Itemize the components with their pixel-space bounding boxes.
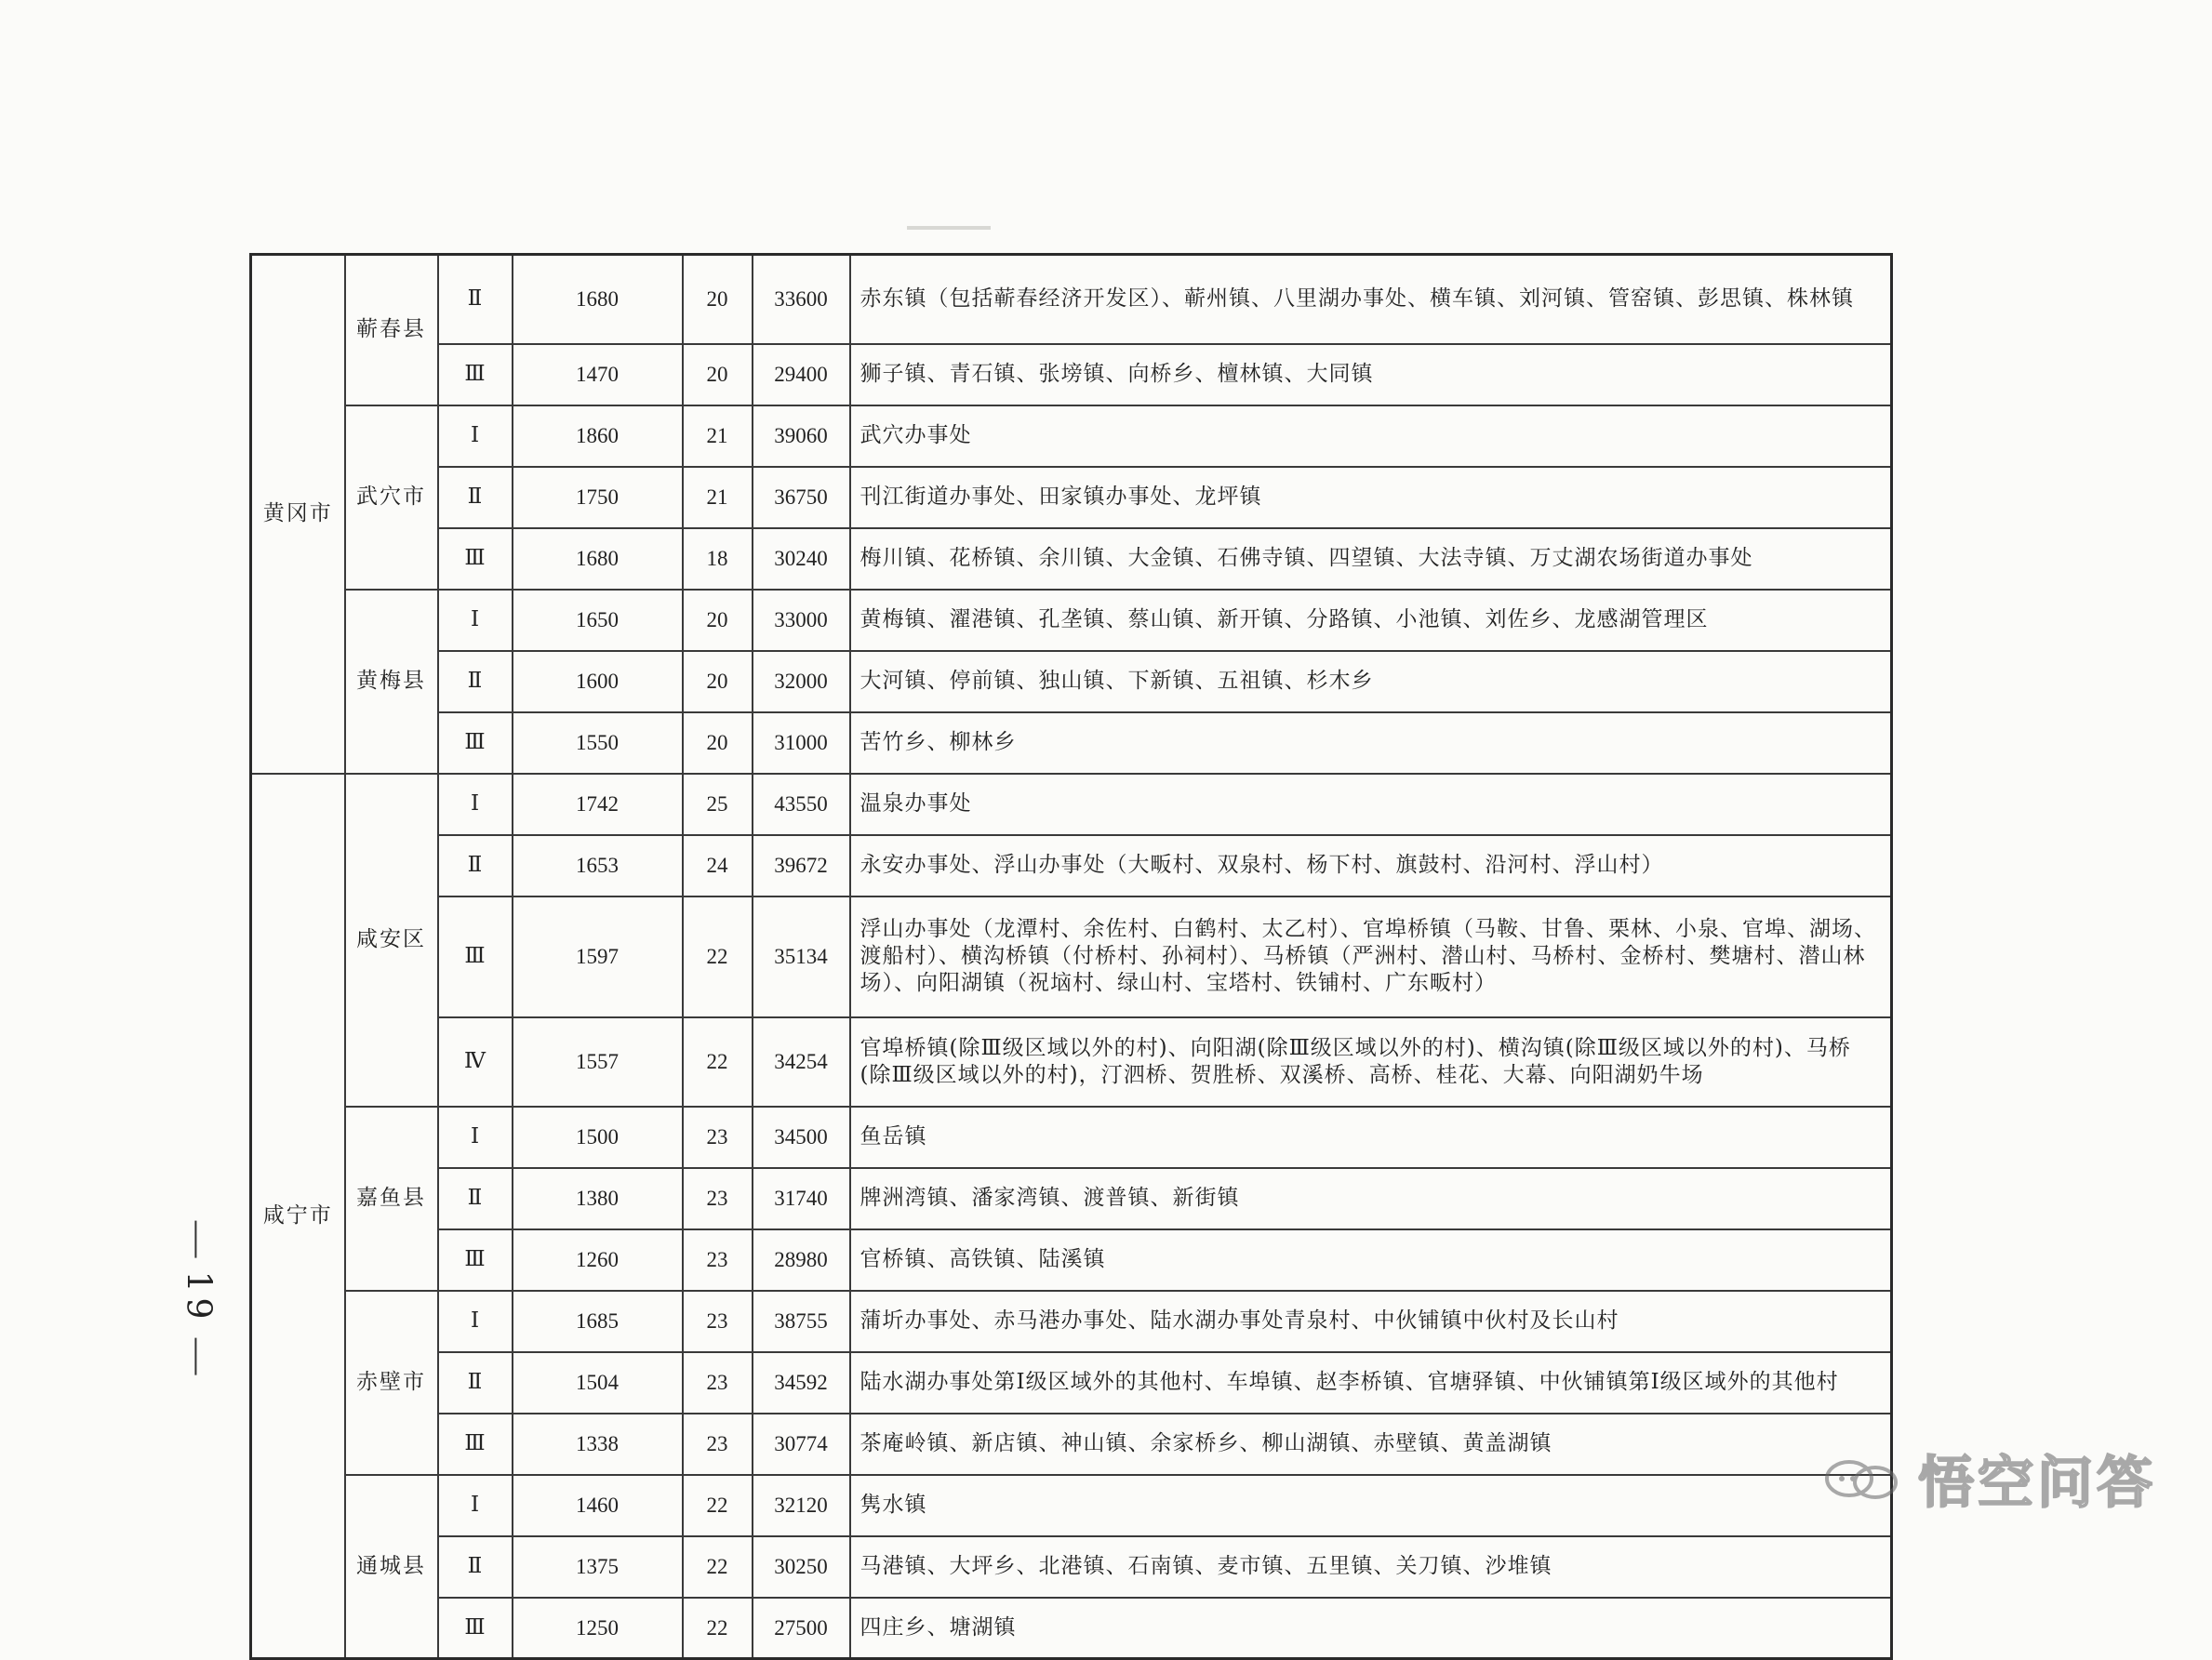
multiplier-cell: 22 <box>683 1598 753 1659</box>
watermark <box>1821 1437 2156 1521</box>
level-cell: Ⅲ <box>438 1598 513 1659</box>
total-cell: 31000 <box>753 712 850 774</box>
multiplier-cell: 23 <box>683 1229 753 1291</box>
county-cell: 武穴市 <box>345 405 438 590</box>
multiplier-cell: 23 <box>683 1352 753 1414</box>
city-cell: 黄冈市 <box>251 255 345 774</box>
level-cell: Ⅱ <box>438 835 513 896</box>
areas-cell: 茶庵岭镇、新店镇、神山镇、余家桥乡、柳山湖镇、赤壁镇、黄盖湖镇 <box>850 1414 1892 1475</box>
areas-cell: 鱼岳镇 <box>850 1107 1892 1168</box>
total-cell: 39060 <box>753 405 850 467</box>
total-cell: 34592 <box>753 1352 850 1414</box>
level-cell: Ⅰ <box>438 1291 513 1352</box>
wage-cell: 1685 <box>513 1291 683 1352</box>
total-cell: 34500 <box>753 1107 850 1168</box>
level-cell: Ⅱ <box>438 255 513 344</box>
multiplier-cell: 24 <box>683 835 753 896</box>
areas-cell: 梅川镇、花桥镇、余川镇、大金镇、石佛寺镇、四望镇、大法寺镇、万丈湖农场街道办事处 <box>850 528 1892 590</box>
table-row <box>251 1291 1892 1352</box>
table-row <box>251 896 1892 1017</box>
multiplier-cell: 21 <box>683 467 753 528</box>
wage-cell: 1557 <box>513 1017 683 1107</box>
areas-cell: 浮山办事处（龙潭村、余佐村、白鹤村、太乙村）、官埠桥镇（马鞍、甘鲁、栗林、小泉、官埠、湖场、渡船村）、横沟桥镇（付桥村、孙祠村）、马桥镇（严洲村、潜山村、马桥村、金桥村、樊塘村、潜山林场）、向阳湖镇（祝垴村、绿山村、宝塔村、铁铺村、广东畈村） <box>850 896 1892 1017</box>
county-cell: 黄梅县 <box>345 590 438 774</box>
wage-cell: 1650 <box>513 590 683 651</box>
total-cell: 28980 <box>753 1229 850 1291</box>
county-cell: 赤壁市 <box>345 1291 438 1475</box>
multiplier-cell: 23 <box>683 1414 753 1475</box>
wage-cell: 1250 <box>513 1598 683 1659</box>
multiplier-cell: 20 <box>683 712 753 774</box>
wage-cell: 1380 <box>513 1168 683 1229</box>
level-cell: Ⅲ <box>438 896 513 1017</box>
city-cell: 咸宁市 <box>251 774 345 1659</box>
multiplier-cell: 22 <box>683 896 753 1017</box>
table-row <box>251 255 1892 344</box>
speech-bubble-logo-icon <box>1821 1451 1905 1507</box>
total-cell: 43550 <box>753 774 850 835</box>
table-row <box>251 467 1892 528</box>
page-number <box>156 1195 240 1400</box>
areas-cell: 牌洲湾镇、潘家湾镇、渡普镇、新街镇 <box>850 1168 1892 1229</box>
county-cell: 嘉鱼县 <box>345 1107 438 1291</box>
areas-cell: 武穴办事处 <box>850 405 1892 467</box>
table-row <box>251 344 1892 405</box>
total-cell: 29400 <box>753 344 850 405</box>
wage-cell: 1470 <box>513 344 683 405</box>
areas-cell: 刊江街道办事处、田家镇办事处、龙坪镇 <box>850 467 1892 528</box>
wage-cell: 1375 <box>513 1536 683 1598</box>
areas-cell: 黄梅镇、濯港镇、孔垄镇、蔡山镇、新开镇、分路镇、小池镇、刘佐乡、龙感湖管理区 <box>850 590 1892 651</box>
multiplier-cell: 22 <box>683 1536 753 1598</box>
total-cell: 33600 <box>753 255 850 344</box>
wage-cell: 1653 <box>513 835 683 896</box>
wage-cell: 1750 <box>513 467 683 528</box>
table-row <box>251 528 1892 590</box>
wage-cell: 1742 <box>513 774 683 835</box>
watermark-text: 悟空问答 <box>1918 1451 2156 1516</box>
wage-cell: 1600 <box>513 651 683 712</box>
county-cell: 蕲春县 <box>345 255 438 405</box>
table-row <box>251 1414 1892 1475</box>
table-row <box>251 1168 1892 1229</box>
areas-cell: 苦竹乡、柳林乡 <box>850 712 1892 774</box>
wage-cell: 1860 <box>513 405 683 467</box>
wage-cell: 1338 <box>513 1414 683 1475</box>
multiplier-cell: 25 <box>683 774 753 835</box>
level-cell: Ⅱ <box>438 651 513 712</box>
table-row <box>251 651 1892 712</box>
table-row <box>251 405 1892 467</box>
total-cell: 30774 <box>753 1414 850 1475</box>
level-cell: Ⅱ <box>438 1352 513 1414</box>
wage-cell: 1460 <box>513 1475 683 1536</box>
areas-cell: 蒲圻办事处、赤马港办事处、陆水湖办事处青泉村、中伙铺镇中伙村及长山村 <box>850 1291 1892 1352</box>
wage-cell: 1504 <box>513 1352 683 1414</box>
areas-cell: 温泉办事处 <box>850 774 1892 835</box>
areas-cell: 永安办事处、浮山办事处（大畈村、双泉村、杨下村、旗鼓村、沿河村、浮山村） <box>850 835 1892 896</box>
multiplier-cell: 23 <box>683 1291 753 1352</box>
level-cell: Ⅰ <box>438 1107 513 1168</box>
total-cell: 32000 <box>753 651 850 712</box>
total-cell: 35134 <box>753 896 850 1017</box>
total-cell: 31740 <box>753 1168 850 1229</box>
table-row <box>251 1536 1892 1598</box>
wage-cell: 1597 <box>513 896 683 1017</box>
level-cell: Ⅲ <box>438 712 513 774</box>
areas-cell: 隽水镇 <box>850 1475 1892 1536</box>
total-cell: 33000 <box>753 590 850 651</box>
table-row <box>251 835 1892 896</box>
areas-cell: 官埠桥镇(除Ⅲ级区域以外的村)、向阳湖(除Ⅲ级区域以外的村)、横沟镇(除Ⅲ级区域以外的村)、马桥(除Ⅲ级区域以外的村)，汀泗桥、贺胜桥、双溪桥、高桥、桂花、大幕、向阳湖奶牛场 <box>850 1017 1892 1107</box>
wage-cell: 1500 <box>513 1107 683 1168</box>
table-row <box>251 590 1892 651</box>
level-cell: Ⅰ <box>438 405 513 467</box>
level-cell: Ⅱ <box>438 467 513 528</box>
multiplier-cell: 22 <box>683 1017 753 1107</box>
multiplier-cell: 23 <box>683 1107 753 1168</box>
total-cell: 30240 <box>753 528 850 590</box>
multiplier-cell: 22 <box>683 1475 753 1536</box>
wage-cell: 1260 <box>513 1229 683 1291</box>
table-row <box>251 712 1892 774</box>
wage-cell: 1680 <box>513 528 683 590</box>
level-cell: Ⅰ <box>438 1475 513 1536</box>
multiplier-cell: 23 <box>683 1168 753 1229</box>
table-row <box>251 1598 1892 1659</box>
areas-cell: 四庄乡、塘湖镇 <box>850 1598 1892 1659</box>
total-cell: 36750 <box>753 467 850 528</box>
multiplier-cell: 20 <box>683 651 753 712</box>
level-cell: Ⅰ <box>438 774 513 835</box>
level-cell: Ⅲ <box>438 1229 513 1291</box>
wage-cell: 1550 <box>513 712 683 774</box>
table-row <box>251 1017 1892 1107</box>
level-cell: Ⅲ <box>438 528 513 590</box>
areas-cell: 狮子镇、青石镇、张塝镇、向桥乡、檀林镇、大同镇 <box>850 344 1892 405</box>
level-cell: Ⅱ <box>438 1168 513 1229</box>
multiplier-cell: 20 <box>683 255 753 344</box>
areas-cell: 陆水湖办事处第Ⅰ级区域外的其他村、车埠镇、赵李桥镇、官塘驿镇、中伙铺镇第Ⅰ级区域外的其他村 <box>850 1352 1892 1414</box>
areas-cell: 马港镇、大坪乡、北港镇、石南镇、麦市镇、五里镇、关刀镇、沙堆镇 <box>850 1536 1892 1598</box>
scan-artifact <box>907 226 991 230</box>
multiplier-cell: 20 <box>683 590 753 651</box>
total-cell: 32120 <box>753 1475 850 1536</box>
total-cell: 38755 <box>753 1291 850 1352</box>
wage-cell: 1680 <box>513 255 683 344</box>
multiplier-cell: 21 <box>683 405 753 467</box>
areas-cell: 大河镇、停前镇、独山镇、下新镇、五祖镇、杉木乡 <box>850 651 1892 712</box>
level-cell: Ⅳ <box>438 1017 513 1107</box>
areas-cell: 赤东镇（包括蕲春经济开发区）、蕲州镇、八里湖办事处、横车镇、刘河镇、管窑镇、彭思镇、株林镇 <box>850 255 1892 344</box>
table-row <box>251 774 1892 835</box>
page-number-text: 19 <box>179 1270 218 1324</box>
level-cell: Ⅲ <box>438 1414 513 1475</box>
level-cell: Ⅱ <box>438 1536 513 1598</box>
total-cell: 39672 <box>753 835 850 896</box>
land-compensation-table <box>249 253 1893 1660</box>
table-body <box>251 255 1892 1659</box>
level-cell: Ⅰ <box>438 590 513 651</box>
total-cell: 30250 <box>753 1536 850 1598</box>
multiplier-cell: 18 <box>683 528 753 590</box>
county-cell: 咸安区 <box>345 774 438 1107</box>
table-row <box>251 1475 1892 1536</box>
table-row <box>251 1107 1892 1168</box>
county-cell: 通城县 <box>345 1475 438 1659</box>
multiplier-cell: 20 <box>683 344 753 405</box>
table-row <box>251 1229 1892 1291</box>
table-row <box>251 1352 1892 1414</box>
level-cell: Ⅲ <box>438 344 513 405</box>
total-cell: 34254 <box>753 1017 850 1107</box>
total-cell: 27500 <box>753 1598 850 1659</box>
areas-cell: 官桥镇、高铁镇、陆溪镇 <box>850 1229 1892 1291</box>
